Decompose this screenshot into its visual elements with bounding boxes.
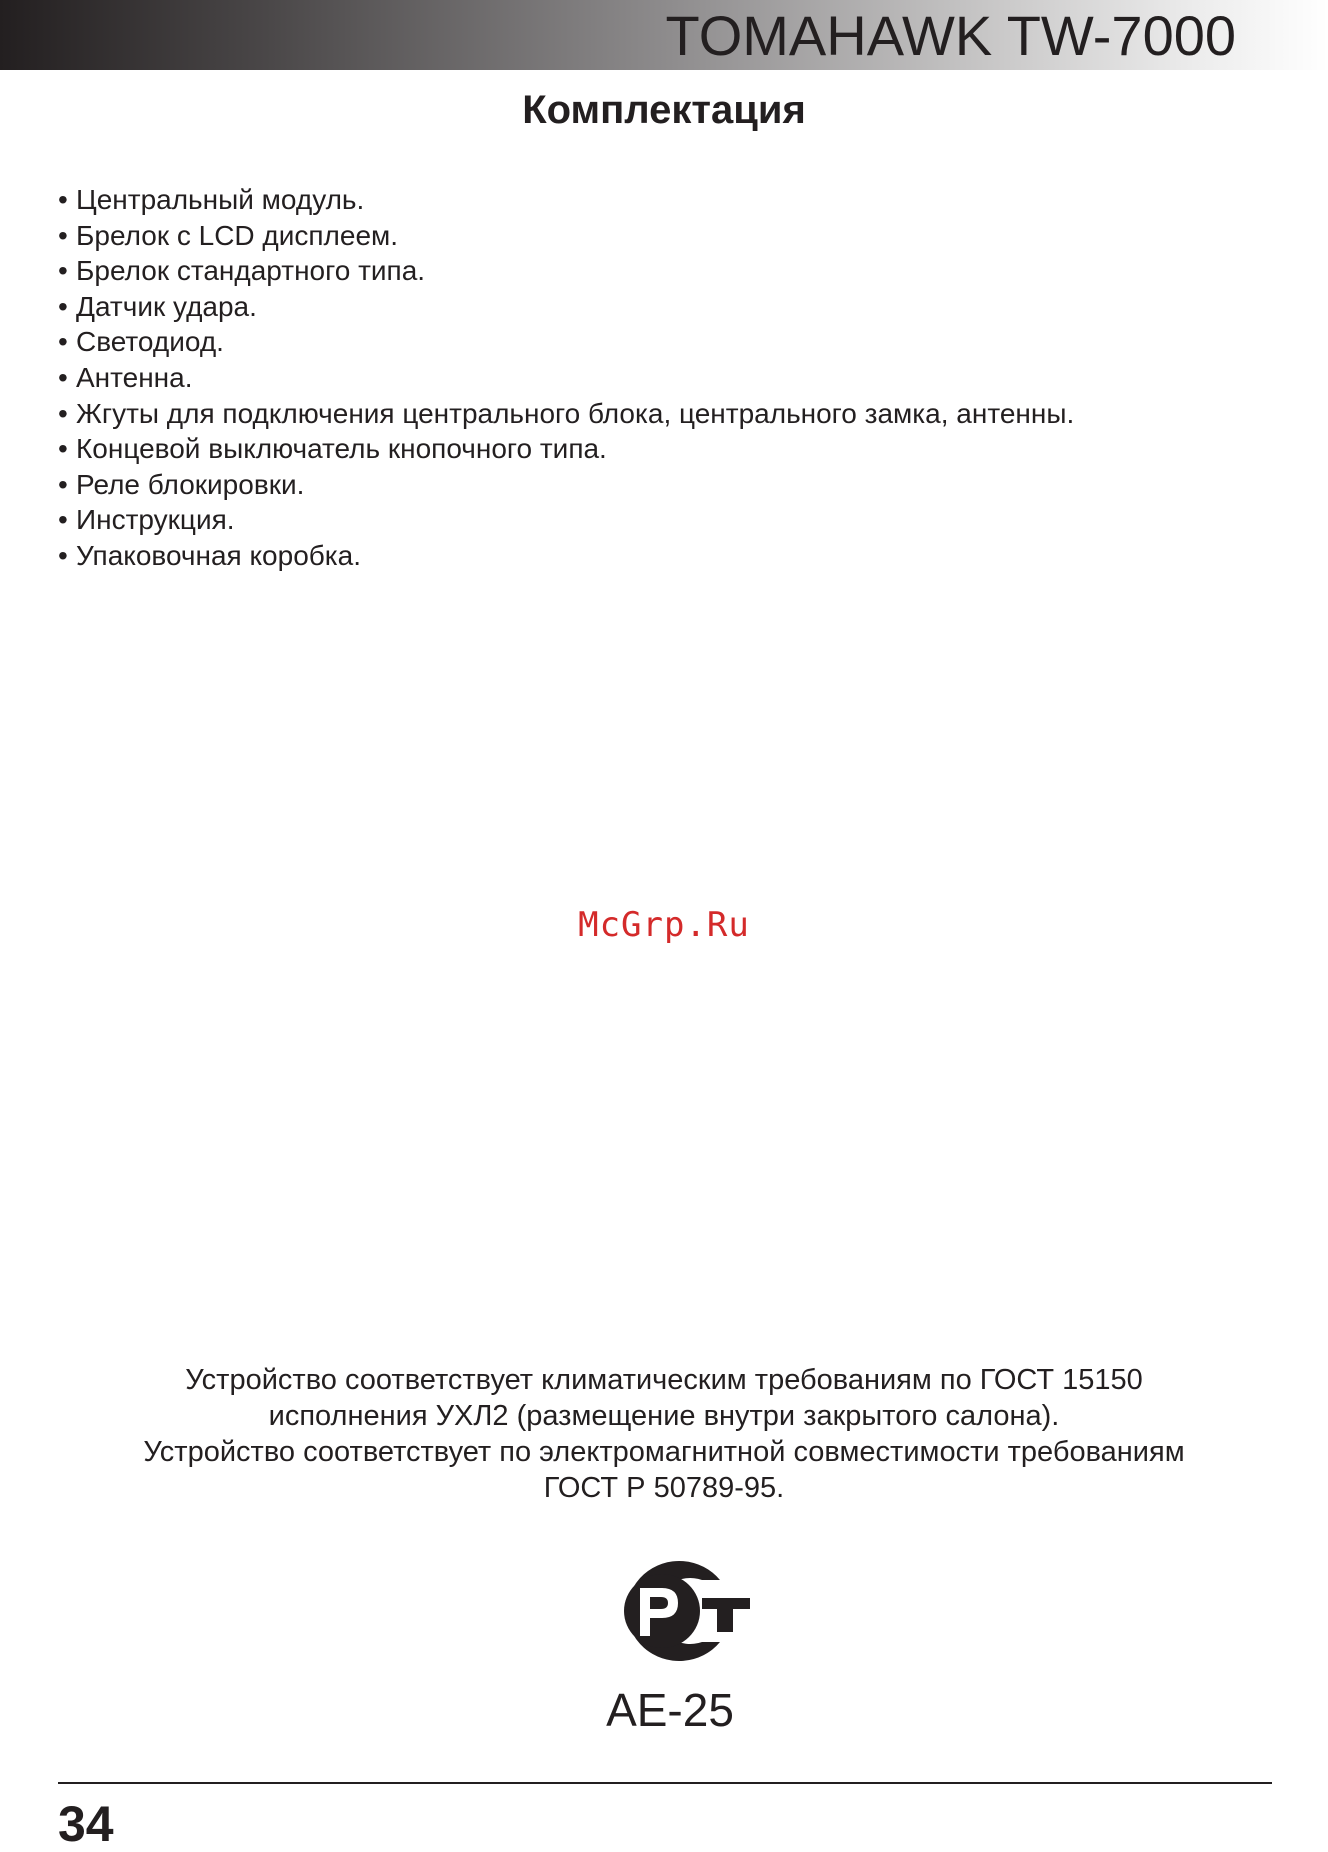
bullet: •	[58, 504, 68, 536]
list-item	[58, 502, 1074, 538]
list-item-text: Брелок стандартного типа.	[76, 255, 426, 287]
bullet: •	[58, 361, 68, 393]
compliance-line: исполнения УХЛ2 (размещение внутри закрытого салона).	[268, 1400, 1060, 1432]
list-item-text: Брелок с LCD дисплеем.	[76, 219, 399, 251]
list-item-text: Антенна.	[76, 361, 193, 393]
list-item-text: Жгуты для подключения центрального блока, центрального замка, антенны.	[76, 397, 1075, 429]
list-item	[58, 324, 1074, 360]
list-item	[58, 360, 1074, 396]
bullet: •	[58, 468, 68, 500]
list-item	[58, 467, 1074, 503]
bullet: •	[58, 255, 68, 287]
list-item	[58, 218, 1074, 254]
footer-divider	[58, 1782, 1272, 1784]
compliance-line: Устройство соответствует климатическим требованиям по ГОСТ 15150	[185, 1364, 1143, 1396]
compliance-line: ГОСТ Р 50789-95.	[543, 1472, 785, 1504]
bullet: •	[58, 184, 68, 215]
bullet: •	[58, 290, 68, 322]
watermark-link[interactable]: McGrp.Ru	[578, 905, 750, 945]
list-item-text: Светодиод.	[76, 326, 224, 358]
list-item-text: Реле блокировки.	[76, 468, 305, 500]
kit-contents-list	[58, 182, 1074, 574]
document-title: TOMAHAWK TW-7000	[665, 4, 1236, 67]
list-item	[58, 396, 1074, 432]
compliance-statement	[0, 1362, 1328, 1506]
bullet: •	[58, 219, 68, 251]
list-item	[58, 538, 1074, 574]
bullet: •	[58, 326, 68, 358]
section-title: Комплектация	[522, 88, 806, 132]
list-item-text: Инструкция.	[76, 504, 235, 536]
list-item-text: Концевой выключатель кнопочного типа.	[76, 433, 607, 465]
list-item	[58, 431, 1074, 467]
compliance-line: Устройство соответствует по электромагнитной совместимости требованиям	[143, 1436, 1185, 1468]
list-item	[58, 253, 1074, 289]
list-item	[58, 182, 1074, 218]
certification-code: AE-25	[606, 1684, 734, 1736]
bullet: •	[58, 433, 68, 465]
rst-certification-mark-icon	[602, 1558, 752, 1664]
bullet: •	[58, 539, 68, 571]
list-item-text: Упаковочная коробка.	[76, 539, 362, 571]
list-item-text: Центральный модуль.	[76, 184, 365, 215]
bullet: •	[58, 397, 68, 429]
list-item	[58, 289, 1074, 325]
list-item-text: Датчик удара.	[76, 290, 257, 322]
page-number: 34	[58, 1796, 114, 1852]
